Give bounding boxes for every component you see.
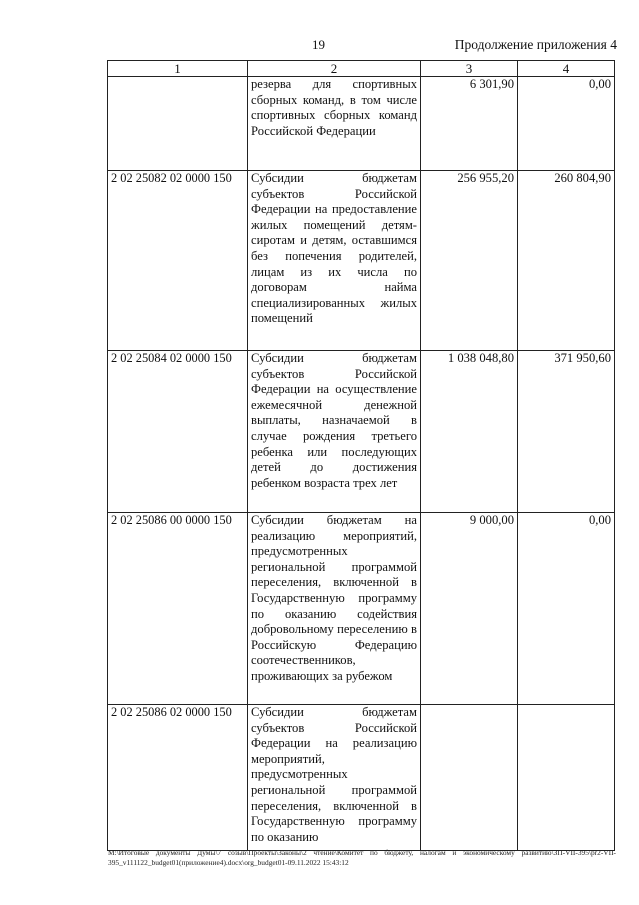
budget-code: 2 02 25086 02 0000 150 <box>108 705 248 851</box>
budget-code <box>108 77 248 171</box>
document-path-footer: М:\Итоговые документы Думы\7 созыв\Проекты\Законы\2 чтение\Комитет по бюджету, налогам и экономическому развитию\ЗП-VII-395\pr2-VII-395_v111122_budget01(приложение4).docx\org_budget01-09.11.2022 15:43:12 <box>108 848 616 867</box>
table-row <box>108 77 615 171</box>
row-description: Субсидии бюджетам субъектов Российской Федерации на осуществление ежемесячной денежной выплаты, назначаемой в случае рождения третьего ребенка или последующих детей до достижения ребенком возраста трех лет <box>248 351 421 513</box>
budget-table <box>107 60 615 851</box>
amount-column-3: 1 038 048,80 <box>421 351 518 513</box>
table-row <box>108 513 615 705</box>
amount-column-4: 0,00 <box>518 77 615 171</box>
row-description: Субсидии бюджетам субъектов Российской Федерации на предоставление жилых помещений детям-сиротам и детям, оставшимся без попечения родителей, лицам из их числа по договорам найма специализированных жилых помещений <box>248 171 421 351</box>
budget-code: 2 02 25082 02 0000 150 <box>108 171 248 351</box>
amount-column-4 <box>518 705 615 851</box>
column-number-3: 3 <box>421 61 518 77</box>
amount-column-4: 260 804,90 <box>518 171 615 351</box>
table-header-row <box>108 61 615 77</box>
row-description: Субсидии бюджетам субъектов Российской Федерации на реализацию мероприятий, предусмотренных региональной программой переселения, включенной в Государственную программу по оказанию <box>248 705 421 851</box>
continuation-label: Продолжение приложения 4 <box>454 37 617 52</box>
amount-column-4: 371 950,60 <box>518 351 615 513</box>
column-number-4: 4 <box>518 61 615 77</box>
table-row <box>108 351 615 513</box>
table-row <box>108 705 615 851</box>
table-row <box>108 171 615 351</box>
row-description: резерва для спортивных сборных команд, в том числе спортивных сборных команд Российской Федерации <box>248 77 421 171</box>
amount-column-4: 0,00 <box>518 513 615 705</box>
amount-column-3: 256 955,20 <box>421 171 518 351</box>
column-number-1: 1 <box>108 61 248 77</box>
amount-column-3: 9 000,00 <box>421 513 518 705</box>
page-number: 19 <box>312 37 325 52</box>
row-description: Субсидии бюджетам на реализацию мероприятий, предусмотренных региональной программой переселения, включенной в Государственную программу по оказанию содействия добровольному переселению в Российскую Федерацию соотечественников, проживающих за рубежом <box>248 513 421 705</box>
amount-column-3: 6 301,90 <box>421 77 518 171</box>
budget-code: 2 02 25086 00 0000 150 <box>108 513 248 705</box>
budget-code: 2 02 25084 02 0000 150 <box>108 351 248 513</box>
amount-column-3 <box>421 705 518 851</box>
column-number-2: 2 <box>248 61 421 77</box>
